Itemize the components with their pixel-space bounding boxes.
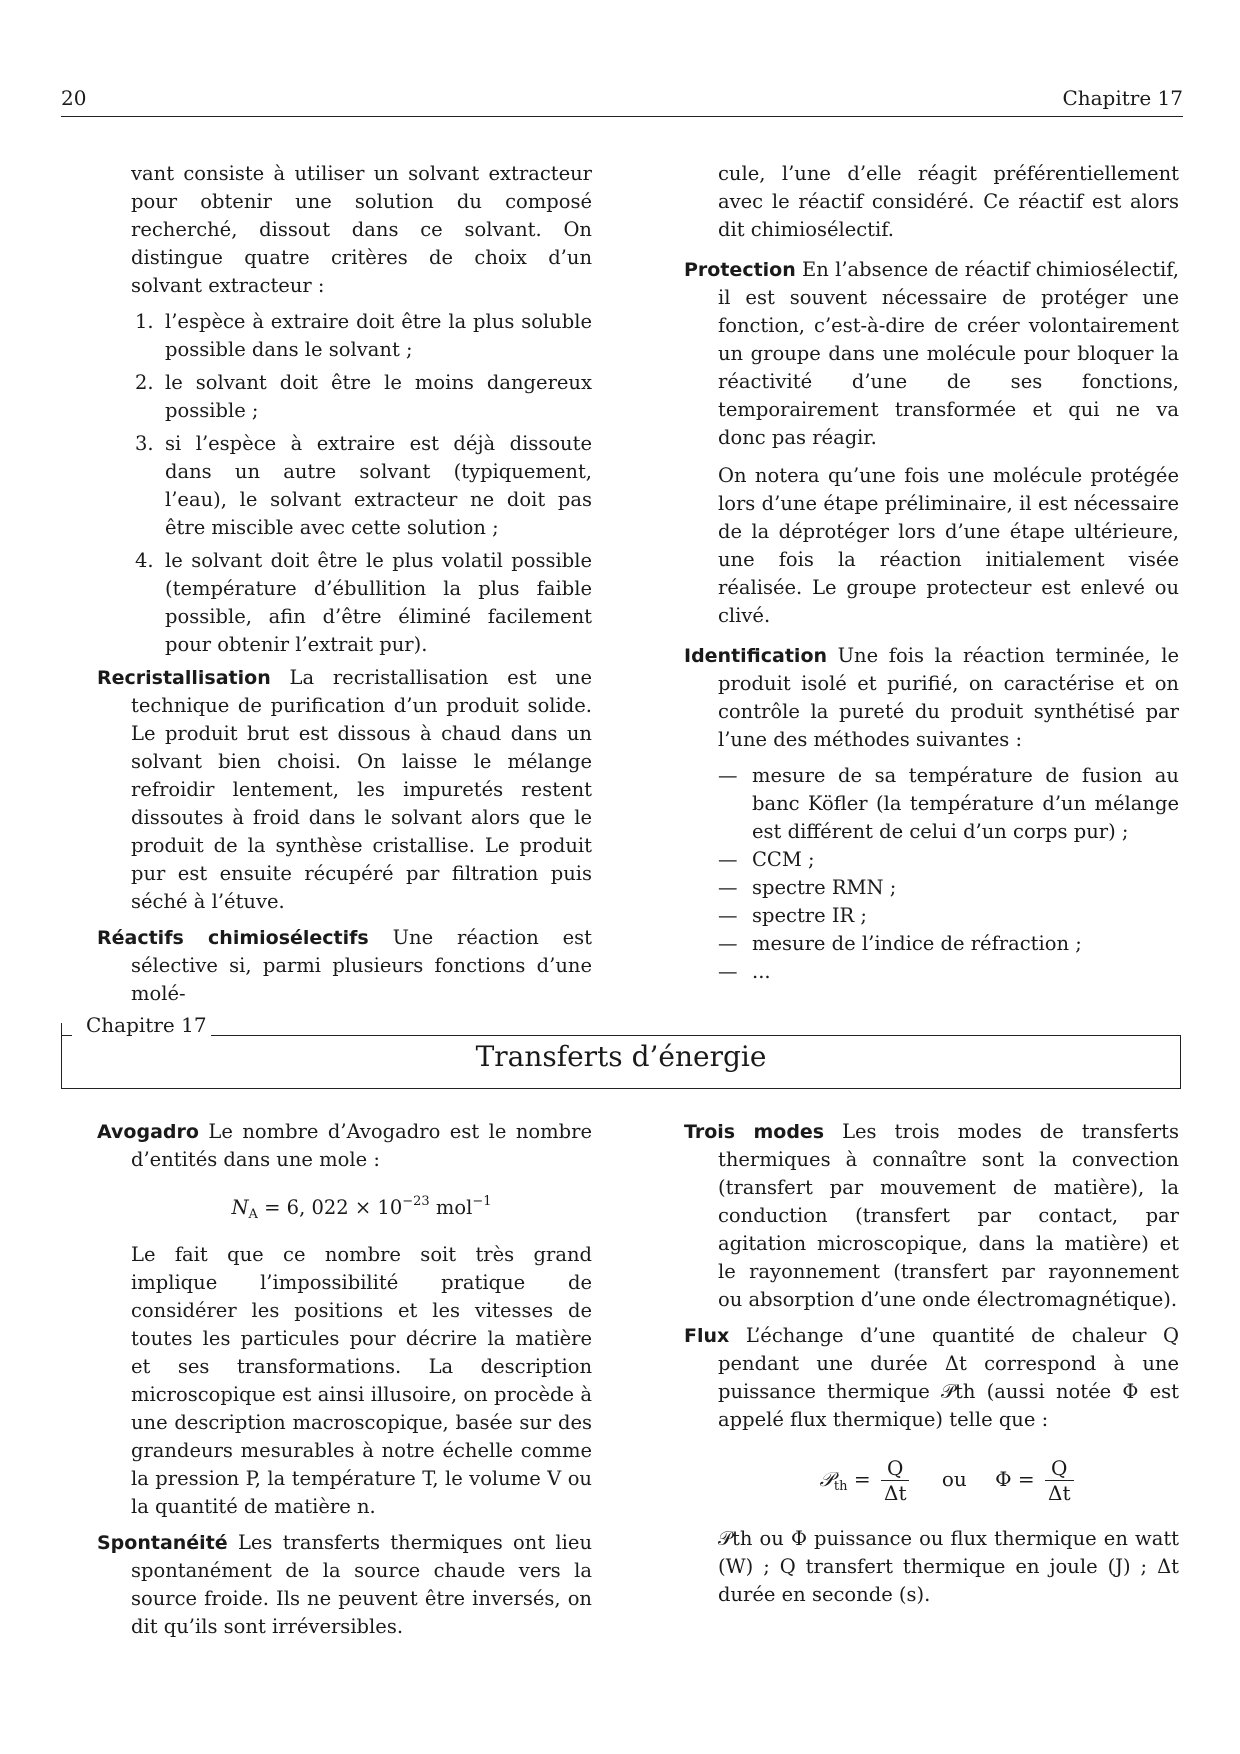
chapter-label: Chapitre 17 [82,1011,211,1039]
method-item [684,846,1179,874]
entry-term: Avogadro [97,1121,199,1143]
formula-separator: ou [941,1467,967,1491]
flux-formula [684,1456,1179,1505]
formula-subscript: A [248,1207,258,1222]
entry-text: La recristallisation est une technique de purification d’un produit solide. Le produit brut est dissous à chaud dans un solvant bien choisi. On laisse le mélange refroidir lentement, les impuretés restent dissoutes à froid dans le solvant alors que le produit de la synthèse cristallise. Le produit pur est ensuite récupéré par filtration puis séché à l’étuve. [131,666,592,913]
dash-bullet: — [718,960,738,983]
section1-right-column [684,160,1179,986]
power-symbol: 𝒫 [819,1467,834,1491]
formula-unit-exponent: −1 [472,1194,492,1209]
avogadro-formula [97,1188,592,1229]
identification-methods-list [684,762,1179,986]
spontaneite-entry [97,1529,592,1641]
entry-text: Le nombre d’Avogadro est le nombre d’entités dans une mole : [131,1120,592,1171]
method-text: spectre RMN ; [752,876,897,899]
equals-sign: = [847,1467,877,1491]
method-item [684,958,1179,986]
protection-entry [684,256,1179,452]
formula-value: = 6, 022 × 10 [257,1196,403,1219]
criterion-text: le solvant doit être le plus volatil possible (température d’ébullition la plus faible possible, afin d’être éliminé facilement pour obtenir l’extrait pur). [165,549,592,656]
dash-bullet: — [718,764,738,787]
entry-term: Flux [684,1325,730,1347]
criterion-number: 2. [135,371,154,394]
entry-text: Les trois modes de transferts thermiques à connaître sont la convection (transfert par mouvement de matière), la conduction (transfert par contact, par agitation microscopique, dans la matière) et le rayonnement (transfert par rayonnement ou absorption d’une onde électromagnétique). [718,1120,1179,1311]
dash-bullet: — [718,932,738,955]
flux-entry [684,1322,1179,1434]
avogadro-paragraph-2: Le fait que ce nombre soit très grand implique l’impossibilité pratique de considérer les positions et les vitesses de toutes les particules pour décrire la matière et ses transformations. La description microscopique est ainsi illusoire, on procède à une description macroscopique, basée sur des grandeurs mesurables à notre échelle comme la pression P, la température T, le volume V ou la quantité de matière n. [131,1243,592,1518]
trois-modes-entry [684,1118,1179,1314]
entry-term: Trois modes [684,1121,825,1143]
criterion-item [97,547,592,659]
section1-left-column [97,160,592,1008]
dash-bullet: — [718,904,738,927]
criterion-item [97,430,592,542]
entry-term: Réactifs chimiosélectifs [97,927,369,949]
entry-term: Spontanéité [97,1532,228,1554]
running-chapter-title: Chapitre 17 [1062,86,1183,110]
criterion-number: 4. [135,549,154,572]
formula-exponent: −23 [402,1194,430,1209]
criterion-item [97,308,592,364]
chapter-heading-box [61,1013,1181,1089]
criterion-text: si l’espèce à extraire est déjà dissoute dans un autre solvant (typiquement, l’eau), le solvant extracteur ne doit pas être miscible avec cette solution ; [165,432,592,539]
power-subscript: th [833,1479,848,1494]
recristallisation-entry [97,664,592,916]
flux-paragraph-2: 𝒫th ou Φ puissance ou flux thermique en watt (W) ; Q transfert thermique en joule (J) ; Δt durée en seconde (s). [718,1527,1179,1606]
solvent-criteria-list [97,308,592,659]
method-text: spectre IR ; [752,904,868,927]
protection-paragraph-2: On notera qu’une fois une molécule protégée lors d’une étape préliminaire, il est nécessaire de la déprotéger lors d’une étape ultérieure, une fois la réaction initialement visée réalisée. Le groupe protecteur est enlevé ou clivé. [718,464,1179,627]
entry-text: Une fois la réaction terminée, le produit isolé et purifié, on caractérise et on contrôle la pureté du produit synthétisé par l’une des méthodes suivantes : [718,644,1179,751]
equals-sign: = [1011,1467,1042,1491]
entry-text: Les transferts thermiques ont lieu spontanément de la source chaude vers la source froide. Ils ne peuvent être inversés, on dit qu’ils sont irréversibles. [131,1531,593,1638]
method-text: CCM ; [752,848,815,871]
fraction [1045,1456,1073,1505]
fraction-numerator: Q [1045,1456,1073,1481]
method-text: ... [752,960,771,983]
reactifs-chimioselectifs-entry [97,924,592,1008]
method-item [684,874,1179,902]
entry-term: Identification [684,645,828,667]
fraction-denominator: Δt [884,1481,907,1505]
section2-left-column [97,1118,592,1641]
entry-term: Recristallisation [97,667,271,689]
formula-symbol: N [231,1196,249,1219]
method-item [684,902,1179,930]
flux-symbol: Φ [995,1467,1012,1491]
avogadro-entry [97,1118,592,1174]
method-item [684,930,1179,958]
entry-term: Protection [684,259,796,281]
dash-bullet: — [718,848,738,871]
page-number: 20 [61,86,87,110]
criterion-item [97,369,592,425]
method-text: mesure de sa température de fusion au banc Köfler (la température d’un mélange est différent de celui d’un corps pur) ; [752,764,1179,843]
page-header [61,84,1183,117]
reactifs-continuation: cule, l’une d’elle réagit préférentiellement avec le réactif considéré. Ce réactif est alors dit chimiosélectif. [718,162,1179,241]
method-text: mesure de l’indice de réfraction ; [752,932,1082,955]
identification-entry [684,642,1179,754]
section2-right-column [684,1118,1179,1609]
criterion-number: 3. [135,432,154,455]
fraction-denominator: Δt [1048,1481,1071,1505]
criterion-text: le solvant doit être le moins dangereux possible ; [165,371,592,422]
extraction-intro: vant consiste à utiliser un solvant extracteur pour obtenir une solution du composé recherché, dissout dans ce solvant. On distingue quatre critères de choix d’un solvant extracteur : [131,162,592,297]
criterion-number: 1. [135,310,154,333]
entry-text: Une réaction est sélective si, parmi plusieurs fonctions d’une molé- [131,926,592,1005]
formula-unit: mol [429,1196,473,1219]
entry-text: L’échange d’une quantité de chaleur Q pendant une durée Δt correspond à une puissance thermique 𝒫th (aussi notée Φ est appelé flux thermique) telle que : [718,1324,1179,1431]
fraction-numerator: Q [881,1456,909,1481]
entry-text: En l’absence de réactif chimiosélectif, il est souvent nécessaire de protéger une fonction, c’est-à-dire de créer volontairement un groupe dans une molécule pour bloquer la réactivité d’une de ses fonctions, temporairement transformée et qui ne va donc pas réagir. [718,258,1179,449]
dash-bullet: — [718,876,738,899]
criterion-text: l’espèce à extraire doit être la plus soluble possible dans le solvant ; [165,310,592,361]
chapter-title: Transferts d’énergie [475,1040,767,1073]
fraction [881,1456,909,1505]
method-item [684,762,1179,846]
